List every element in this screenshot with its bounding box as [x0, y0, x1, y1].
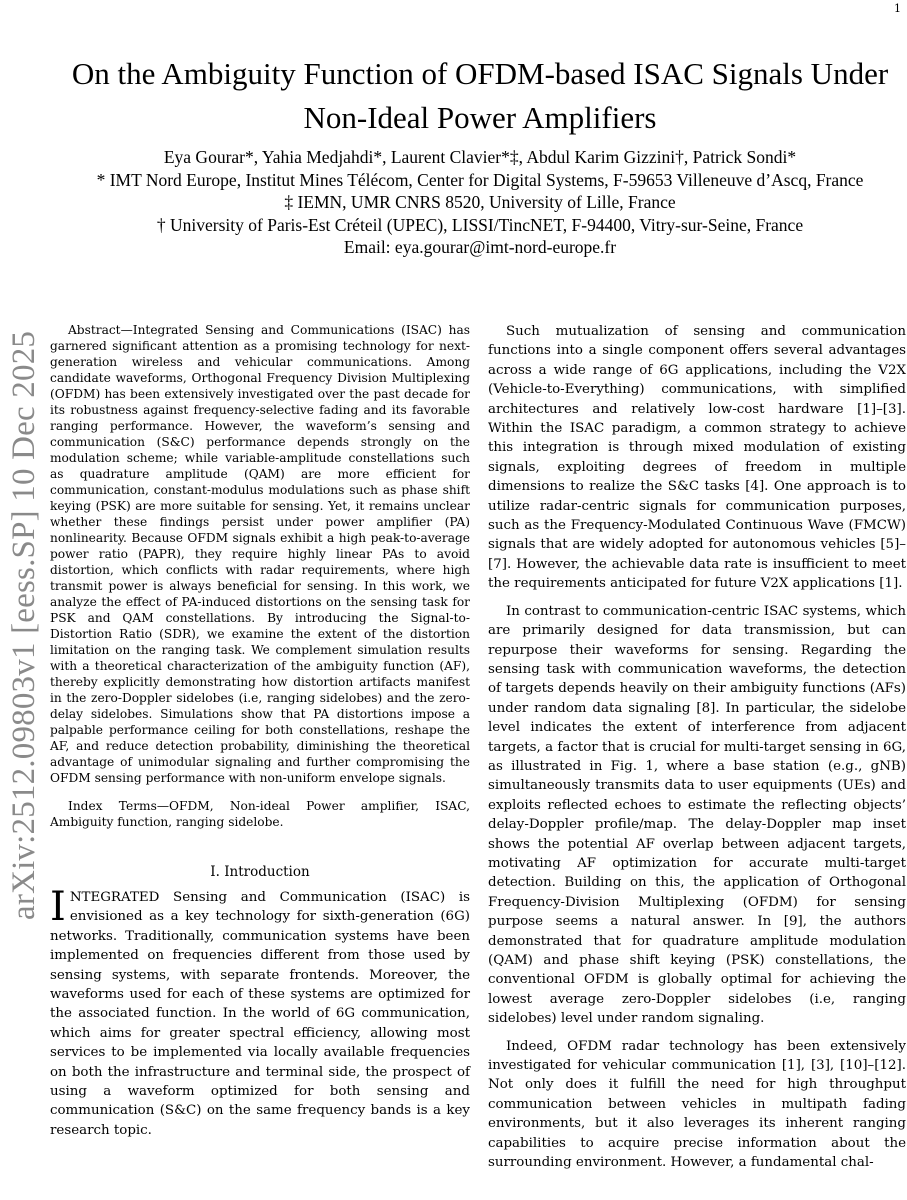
affiliation-1: * IMT Nord Europe, Institut Mines Télécom, Center for Digital Systems, F-59653 Villeneuve d’Ascq, France	[96, 169, 864, 190]
page-number: 1	[894, 2, 901, 15]
email: Email: eya.gourar@imt-nord-europe.fr	[343, 237, 617, 257]
paragraph-communication-centric: In contrast to communication-centric ISAC systems, which are primarily designed for data transmission, but can repurpose their waveforms for sensing. Regarding the sensing task with communication waveforms, the detection of targets depends heavily on their ambiguity functions (AFs) under random data signaling [8]. In particular, the sidelobe level indicates the extent of interference from adjacent targets, a factor that is crucial for multi-target sensing in 6G, as illustrated in Fig. 1, where a base station (e.g., gNB) simultaneously transmits data to user equipments (UEs) and exploits reflected echoes to estimate the reflecting objects’ delay-Doppler profile/map. The delay-Doppler map inset shows the potential AF overlap between adjacent targets, motivating AF optimization for accurate multi-target detection. Building on this, the application of Orthogonal Frequency-Division Multiplexing (OFDM) for sensing purpose seems a natural answer. In [9], the authors demonstrated that for quadrature amplitude modulation (QAM) and phase shift keying (PSK) constellations, the conventional OFDM is globally optimal for achieving the lowest average zero-Doppler sidelobes (i.e, ranging sidelobes) level under random signaling.	[488, 603, 906, 1027]
affiliation-2: ‡ IEMN, UMR CNRS 8520, University of Lille, France	[284, 192, 676, 212]
index-terms: Index Terms—OFDM, Non-ideal Power amplifier, ISAC, Ambiguity function, ranging sidelobe.	[50, 799, 470, 829]
author-block	[60, 146, 900, 259]
intro-text: NTEGRATED Sensing and Communication (ISAC) is envisioned as a key technology for sixth-generation (6G) networks. Traditionally, communication systems have been implemented on frequencies different from those used by sensing systems, with separate frontends. Moreover, the waveforms used for each of these systems are optimized for the associated function. In the world of 6G communication, which aims for greater spectral efficiency, allowing most services to be implemented via locally available frequencies on both the infrastructure and terminal side, the prospect of using a waveform optimized for both sensing and communication (S&C) on the same frequency bands is a key research topic.	[50, 890, 470, 1138]
abstract: Abstract—Integrated Sensing and Communications (ISAC) has garnered significant attention as a promising technology for next-generation wireless and vehicular communications. Among candidate waveforms, Orthogonal Frequency Division Multiplexing (OFDM) has been extensively investigated over the past decade for its robustness against frequency-selective fading and its favorable ranging performance. However, the waveform’s sensing and communication (S&C) performance depends strongly on the modulation scheme; while variable-amplitude constellations such as quadrature amplitude (QAM) are more efficient for communication, constant-modulus modulations such as phase shift keying (PSK) are more suitable for sensing. Yet, it remains unclear whether these findings persist under power amplifier (PA) nonlinearity. Because OFDM signals exhibit a high peak-to-average power ratio (PAPR), they require highly linear PAs to avoid distortion, which conflicts with radar requirements, where high transmit power is always beneficial for sensing. In this work, we analyze the effect of PA-induced distortions on the sensing task for PSK and QAM constellations. By introducing the Signal-to-Distortion Ratio (SDR), we examine the extent of the distortion limitation on the ranging task. We complement simulation results with a theoretical characterization of the ambiguity function (AF), thereby explicitly demonstrating how distortion artifacts manifest in the zero-Doppler sidelobes (i.e, ranging sidelobes) and the zero-delay sidelobes. Simulations show that PA distortions impose a palpable performance ceiling for both constellations, reshape the AF, and reduce detection probability, diminishing the theoretical advantage of unimodular signaling and further compromising the OFDM sensing performance with non-uniform envelope signals.	[50, 323, 470, 785]
paragraph-mutualization: Such mutualization of sensing and communication functions into a single component offers several advantages across a wide range of 6G applications, including the V2X (Vehicle-to-Everything) communications, with simplified architectures and relatively low-cost hardware [1]–[3]. Within the ISAC paradigm, a common strategy to achieve this integration is through mixed modulation of existing signals, exploiting degrees of freedom in multiple dimensions to realize the S&C tasks [4]. One approach is to utilize radar-centric signals for communication purposes, such as the Frequency-Modulated Continuous Wave (FMCW) signals that are widely adopted for autonomous vehicles [5]–[7]. However, the achievable data rate is insufficient to meet the requirements anticipated for future V2X applications [1].	[488, 324, 906, 592]
intro-paragraph	[50, 884, 470, 1140]
author-list: Eya Gourar*, Yahia Medjahdi*, Laurent Clavier*‡, Abdul Karim Gizzini†, Patrick Sondi*	[163, 147, 797, 167]
dropcap: I	[50, 884, 66, 930]
right-column	[488, 322, 906, 1180]
arxiv-stamp: arXiv:2512.09803v1 [eess.SP] 10 Dec 2025	[6, 330, 42, 920]
paragraph-ofdm-radar: Indeed, OFDM radar technology has been extensively investigated for vehicular communication [1], [3], [10]–[12]. Not only does it fulfill the need for high throughput communication between vehicles in multipath fading environments, but it also leverages its inherent ranging capabilities to acquire precise information about the surrounding environment. However, a fundamental chal-	[488, 1038, 906, 1171]
paper-title: On the Ambiguity Function of OFDM-based ISAC Signals Under Non-Ideal Power Amplifiers	[71, 56, 889, 135]
section-heading: I. Introduction	[210, 864, 310, 880]
affiliation-3: † University of Paris-Est Créteil (UPEC), LISSI/TincNET, F-94400, Vitry-sur-Seine, France	[156, 214, 804, 235]
left-column	[50, 322, 470, 1140]
